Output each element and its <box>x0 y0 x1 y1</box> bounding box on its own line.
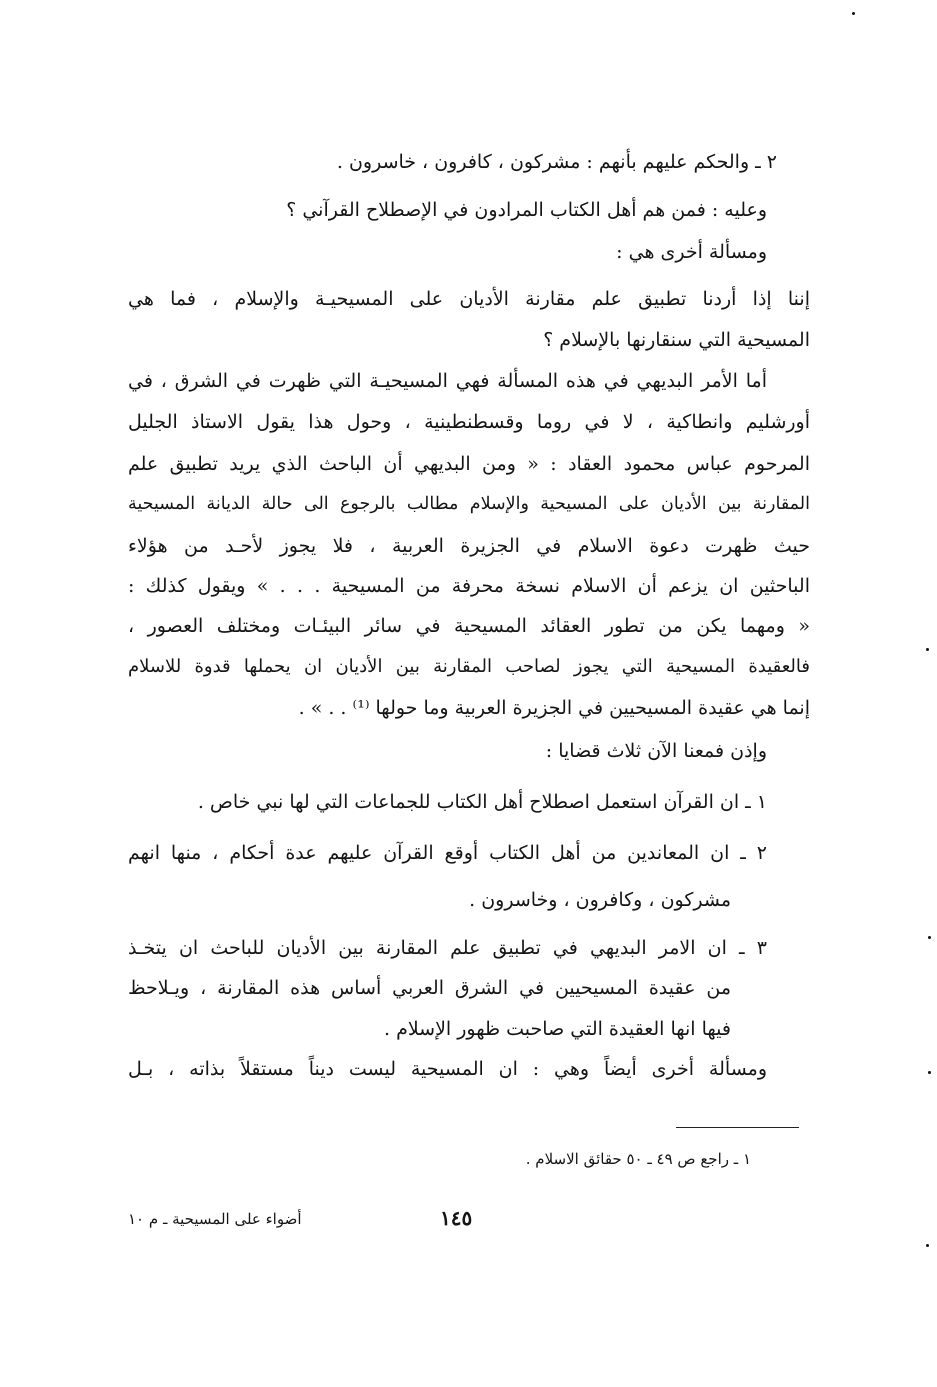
scan-speck <box>926 648 929 651</box>
quote-line: إنما هي عقيدة المسيحيين في الجزيرة العربية وما حولها ⁽¹⁾ . . » . <box>298 697 810 719</box>
summary-item-3: ٣ ـ ان الامر البديهي في تطبيق علم المقارنة بين الأديان للباحث ان يتخـذ <box>128 937 767 959</box>
summary-intro-line: وإذن فمعنا الآن ثلاث قضايا : <box>545 740 767 762</box>
footnote: ١ ـ راجع ص ٤٩ ـ ٥٠ حقائق الاسلام . <box>525 1150 751 1168</box>
paragraph-line: أما الأمر البديهي في هذه المسألة فهي المسيحيـة التي ظهرت في الشرق ، في <box>128 370 767 392</box>
summary-item-1: ١ ـ ان القرآن استعمل اصطلاح أهل الكتاب للجماعات التي لها نبي خاص . <box>197 791 767 813</box>
paragraph-line: الباحثين ان يزعم أن الاسلام نسخة محرفة من المسيحية . . . » ويقول كذلك : <box>128 575 810 597</box>
list-item-2-line: ٢ ـ والحكم عليهم بأنهم : مشركون ، كافرون ، خاسرون . <box>336 151 777 173</box>
paragraph-line: المرحوم عباس محمود العقاد : « ومن البديهي أن الباحث الذي يريد تطبيق علم <box>128 453 810 475</box>
scan-speck <box>928 1071 931 1074</box>
footnote-divider <box>676 1127 799 1128</box>
quote-line: « ومهما يكن من تطور العقائد المسيحية في سائر البيئـات ومختلف العصور ، <box>128 615 810 637</box>
scan-speck <box>852 12 855 15</box>
summary-item-2-cont: مشركون ، وكافرون ، وخاسرون . <box>469 889 731 911</box>
summary-item-3-cont: فيها انها العقيدة التي صاحبت ظهور الإسلام . <box>383 1018 731 1040</box>
question-line: وعليه : فمن هم أهل الكتاب المرادون في الإصطلاح القرآني ؟ <box>286 199 767 221</box>
another-issue-line: ومسألة أخرى هي : <box>616 241 767 263</box>
summary-item-3-cont: من عقيدة المسيحيين في الشرق العربي أساس هذه المقارنة ، ويـلاحظ <box>128 977 731 999</box>
scan-speck <box>928 936 931 939</box>
paragraph-line: حيث ظهرت دعوة الاسلام في الجزيرة العربية ، فلا يجوز لأحـد من هؤلاء <box>128 535 810 557</box>
scan-speck <box>926 1244 929 1247</box>
page-number: ١٤٥ <box>440 1206 473 1230</box>
quote-line: فالعقيدة المسيحية التي يجوز لصاحب المقارنة بين الأديان ان يحملها قدوة للاسلام <box>128 656 810 677</box>
paragraph-line: المسيحية التي سنقارنها بالإسلام ؟ <box>543 329 810 351</box>
paragraph-line: المقارنة بين الأديان على المسيحية والإسلام مطالب بالرجوع الى حالة الديانة المسيحية <box>128 494 810 514</box>
summary-item-2: ٢ ـ ان المعاندين من أهل الكتاب أوقع القرآن عليهم عدة أحكام ، منها انهم <box>128 842 767 864</box>
paragraph-line: أورشليم وانطاكية ، لا في روما وقسطنطينية ، وحول هذا يقول الاستاذ الجليل <box>128 411 810 433</box>
running-footer: أضواء على المسيحية ـ م ١٠ <box>128 1210 302 1228</box>
paragraph-line: إننا إذا أردنا تطبيق علم مقارنة الأديان على المسيحيـة والإسلام ، فما هي <box>128 288 810 310</box>
closing-line: ومسألة أخرى أيضاً وهي : ان المسيحية ليست ديناً مستقلاً بذاته ، بـل <box>128 1058 767 1080</box>
